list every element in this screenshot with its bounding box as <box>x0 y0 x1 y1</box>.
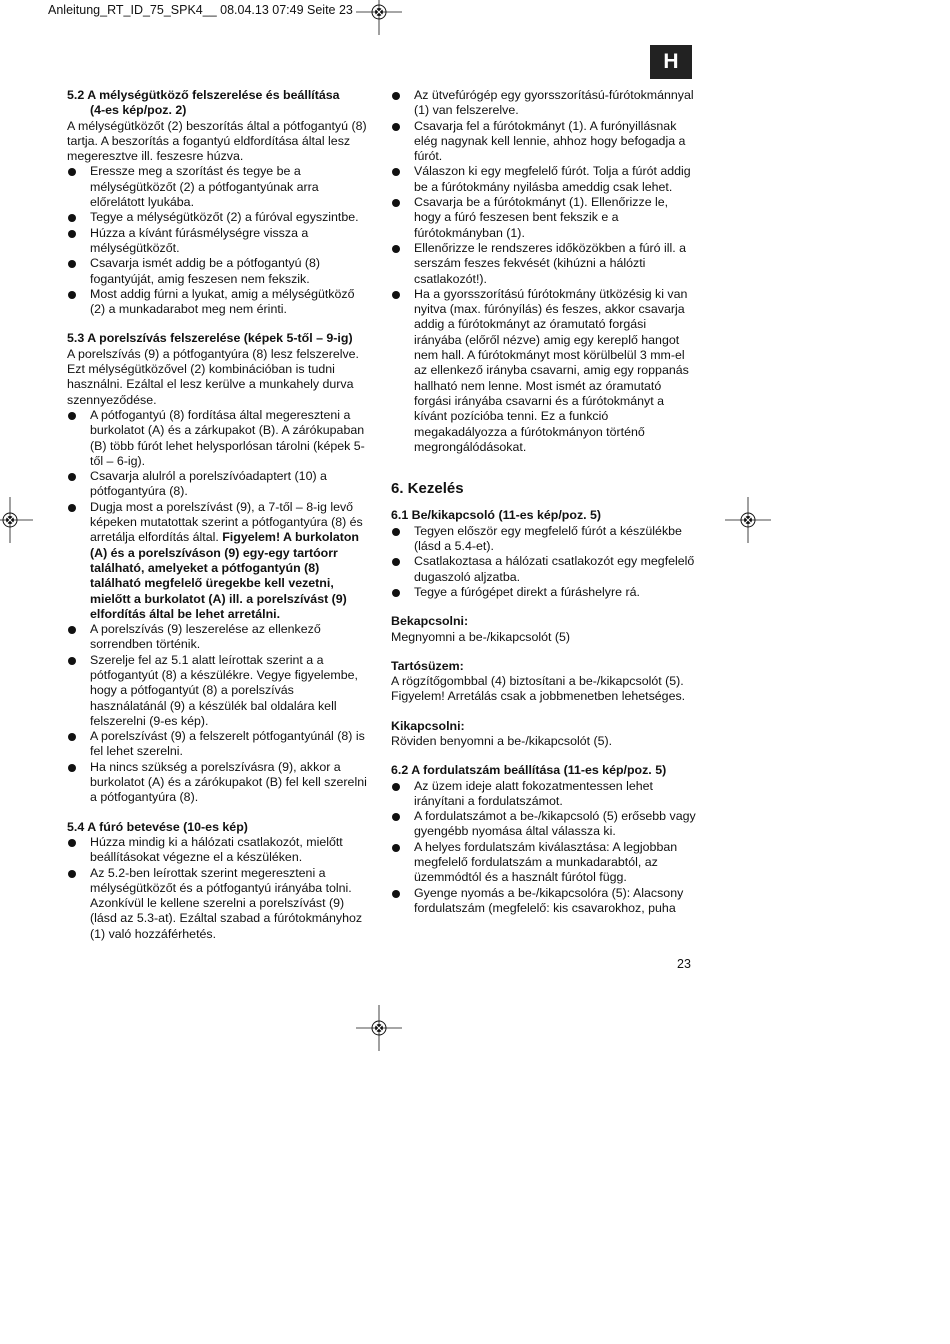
list-item: Az 5.2-ben leírottak szerint megereszteni a mélységütközőt és a pótfogantyú irányába tolni. Azonkívül le kellene szerelni a porelszívást (9) (lásd az 5.3-at). Ezáltal szabad a fúrótokmányhoz (1) való hozzáférhetés. <box>67 866 373 942</box>
left-column <box>67 88 373 942</box>
section-6-1-title: 6.1 Be/kikapcsoló (11-es kép/poz. 5) <box>391 508 602 523</box>
section-6-2-title: 6.2 A fordulatszám beállítása (11-es kép/poz. 5) <box>391 763 667 778</box>
section-5-3-paragraph: A porelszívás (9) a pótfogantyúra (8) lesz felszerelve. Ezt mélységütközővel (2) kombinációban is tudni használni. Ezáltal el lesz kerülve a munkahely durva szennyeződése. <box>67 346 360 407</box>
list-item: Az üzem ideje alatt fokozatmentessen lehet irányítani a fordulatszámot. <box>391 779 696 810</box>
list-item: Tegye a mélységütközőt (2) a fúróval egyszintbe. <box>67 210 373 225</box>
page-number: 23 <box>677 957 691 971</box>
list-item: Csatlakoztasa a hálózati csatlakozót egy megfelelő dugaszoló aljzatba. <box>391 554 696 585</box>
section-5-4-title: 5.4 A fúró betevése (10-es kép) <box>67 819 248 834</box>
section-5-2-title: 5.2 A mélységütköző felszerelése és beállítása <box>67 88 340 102</box>
switch-on-text: Megnyomni a be-/kikapcsolót (5) <box>391 629 571 644</box>
list-item: A porelszívás (9) leszerelése az ellenkező sorrendben történik. <box>67 622 373 653</box>
list-item: Ha a gyorsszorítású fúrótokmány ütközésig ki van nyitva (max. fúrónyílás) és feszes, akkor csavarja addig a fúrótokmányt az óramutató forgási irányába (előről nézve) amig egy kereplő hangot nem hall. A fúrótokmányt most körülbelül 3 mm-el az ellenkező irányba csavarni, amig egy roppanás hallható nem lenne. Most ismét az óramutató forgási irányába csavarni és a fúrótokmányt a kívánt pozícióba tenni. Ez a funkció megakadályozza a fúrótokmányon történő megrongálódásokat. <box>391 287 696 455</box>
switch-on-title: Bekapcsolni: <box>391 614 469 629</box>
registration-mark-icon <box>356 1005 402 1051</box>
registration-mark-icon <box>356 0 402 35</box>
list-item: A porelszívást (9) a felszerelt pótfogantyúnál (8) is fel lehet szerelni. <box>67 729 373 760</box>
list-item: Tegyen először egy megfelelő fúrót a készülékbe (lásd a 5.4-et). <box>391 524 696 555</box>
list-item: A fordulatszámot a be-/kikapcsoló (5) erősebb vagy gyengébb nyomása által válassza ki. <box>391 809 696 840</box>
warning-text: Figyelem! A burkolaton (A) és a porelszíváson (9) egy-egy tartóorr található, amelyeket a pótfogantyún (8) található megfelelő üregekbe kell vezetni, mielőtt a burkolatot (A) ill. a porelszívást (9) elfordítás által be lehet arretálni. <box>90 530 360 621</box>
right-column <box>391 88 696 916</box>
list-item: Csavarja ismét addig be a pótfogantyú (8) fogantyúját, amig feszesen nem fekszik. <box>67 256 373 287</box>
list-item: Húzza a kívánt fúrásmélységre vissza a mélységütközőt. <box>67 226 373 257</box>
continuous-operation-title: Tartósüzem: <box>391 658 464 673</box>
list-item <box>67 500 373 622</box>
list-item: A pótfogantyú (8) fordítása által megereszteni a burkolatot (A) és a zárkupakot (B). A zárókupaban (B) több fúrót lehet helysporlósan tárolni (képek 5-től – 6-ig). <box>67 408 373 469</box>
switch-off-text: Röviden benyomni a be-/kikapcsolót (5). <box>391 733 613 748</box>
section-5-2-paragraph: A mélységütközőt (2) beszorítás által a pótfogantyú (8) tartja. A beszorítás a fogantyú eldfordítása által lesz megeresztve ill. feszesre húzva. <box>67 118 367 164</box>
language-tab: H <box>650 45 692 79</box>
list-item: Válaszon ki egy megfelelő fúrót. Tolja a fúrót addig be a fúrótokmány nyilásba ameddig csak lehet. <box>391 164 696 195</box>
list-item: Tegye a fúrógépet direkt a fúráshelyre rá. <box>391 585 696 600</box>
list-item: Csavarja fel a fúrótokmányt (1). A furónyillásnak elég nagynak kell lennie, ahhoz hogy befogadja a fúrót. <box>391 119 696 165</box>
section-5-2-subtitle: (4-es kép/poz. 2) <box>90 103 187 118</box>
section-5-3-title: 5.3 A porelszívás felszerelése (képek 5-től – 9-ig) <box>67 331 353 346</box>
list-item-text: Dugja most a porelszívást (9), a 7-től – 8-ig levő képeken mutatottak szerint a pótfogantyúra (8) és arretálja elfordítás által. <box>90 499 363 545</box>
list-item: Szerelje fel az 5.1 alatt leírottak szerint a a pótfogantyút (8) a készülékre. Vegye figyelembe, hogy a pótfogantyút (8) a porelszívás használatánál (9) a készülék bal oldalára kell felszerelni (9-es kép). <box>67 653 373 729</box>
switch-off-title: Kikapcsolni: <box>391 718 465 733</box>
list-item: Eressze meg a szorítást és tegye be a mélységütközőt (2) a pótfogantyúnak arra előrelátott lyukába. <box>67 164 373 210</box>
list-item: Az ütvefúrógép egy gyorsszorítású-fúrótokmánnyal (1) van felszerelve. <box>391 88 696 119</box>
section-6-title: 6. Kezelés <box>391 480 464 498</box>
list-item: Ha nincs szükség a porelszívásra (9), akkor a burkolatot (A) és a zárókupakot (B) fel kell szerelni a pótfogantyúra (8). <box>67 760 373 806</box>
list-item: Gyenge nyomás a be-/kikapcsolóra (5): Alacsony fordulatszám (megfelelő: kis csavarokhoz, puha <box>391 886 696 917</box>
list-item: A helyes fordulatszám kiválasztása: A legjobban megfelelő fordulatszám a munkadarabtól, az üzemmódtól és a használt fúrótol függ. <box>391 840 696 886</box>
list-item: Húzza mindig ki a hálózati csatlakozót, mielőtt beállításokat végezne el a készüléken. <box>67 835 373 866</box>
registration-mark-icon <box>0 497 33 543</box>
print-header: Anleitung_RT_ID_75_SPK4__ 08.04.13 07:49 Seite 23 <box>48 3 353 17</box>
list-item: Most addig fúrni a lyukat, amig a mélységütköző (2) a munkadarabot meg nem érinti. <box>67 287 373 318</box>
list-item: Csavarja alulról a porelszívóadaptert (10) a pótfogantyúra (8). <box>67 469 373 500</box>
continuous-operation-text: A rögzítőgombbal (4) biztosítani a be-/kikapcsolót (5). Figyelem! Arretálás csak a jobbmenetben lehetséges. <box>391 674 686 704</box>
registration-mark-icon <box>725 497 771 543</box>
list-item: Ellenőrizze le rendszeres időközökben a fúró ill. a serszám feszes fekvését (kihúzni a hálózti csatlakozót!). <box>391 241 696 287</box>
list-item: Csavarja be a fúrótokmányt (1). Ellenőrizze le, hogy a fúró feszesen bent fekszik e a fúrótokmányban (1). <box>391 195 696 241</box>
